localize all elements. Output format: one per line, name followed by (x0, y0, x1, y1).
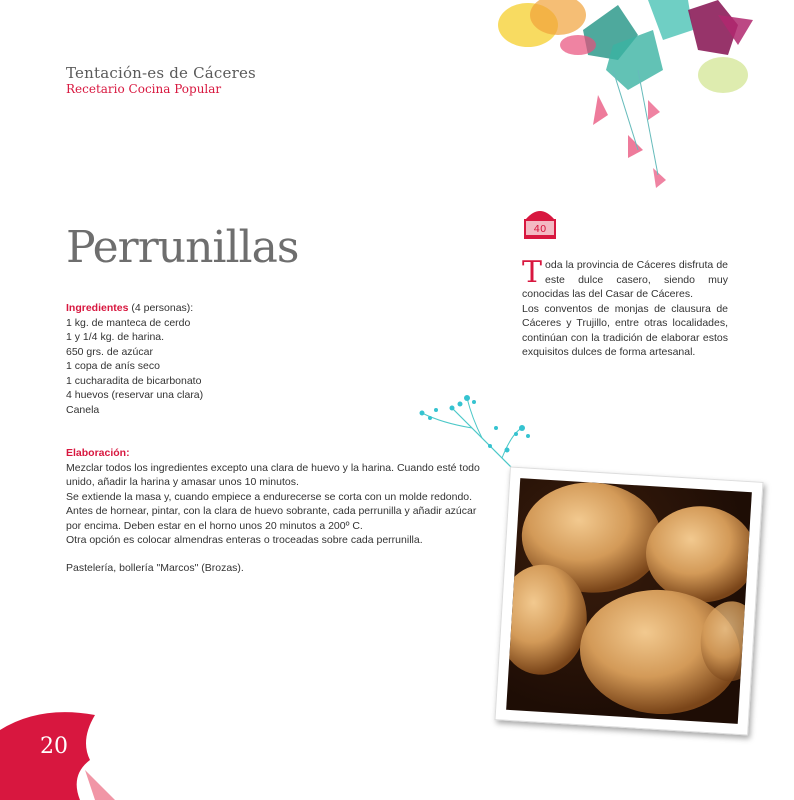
ingredients-note: (4 personas): (128, 302, 194, 314)
ingredient-item: 1 kg. de manteca de cerdo (66, 316, 191, 329)
ingredient-item: 1 copa de anís seco (66, 360, 160, 372)
intro-text (522, 255, 728, 360)
cookies-illustration (506, 478, 752, 724)
page-number: 20 (40, 734, 68, 759)
ingredient-item: Canela (66, 403, 100, 416)
ingredient-item: 4 huevos (reservar una clara) (66, 389, 204, 401)
elaboration-line: Antes de hornear, pintar, con la clara de huevo sobrante, cada perrunilla y añadir azúcar (66, 505, 477, 517)
elaboration-label: Elaboración: (66, 447, 130, 459)
emblem-number: 40 (533, 224, 547, 235)
intro-paragraph-2: Los conventos de monjas de clausura de Cáceres y Trujillo, entre otras localidades, continúan con la tradición de elaborar estos exquisitos dulces de forma artesanal. (522, 302, 728, 358)
ingredient-item: 1 y 1/4 kg. de harina. (66, 331, 165, 343)
book-title: Tentación-es de Cáceres (66, 64, 256, 82)
elaboration-line: Otra opción es colocar almendras enteras o troceadas sobre cada perrunilla. (66, 534, 423, 546)
recipe-source: Pastelería, bollería "Marcos" (Brozas). (66, 562, 244, 574)
ingredients-label: Ingredientes (66, 302, 129, 314)
ingredient-item: 650 grs. de azúcar (66, 345, 153, 358)
drop-cap: T (522, 255, 543, 290)
perrunillas-photo (506, 478, 752, 724)
elaboration-line: Se extiende la masa y, cuando empiece a endurecerse se corta con un molde redondo. (66, 490, 473, 503)
ingredient-item: 1 cucharadita de bicarbonato (66, 374, 202, 387)
floral-decoration-illustration (488, 0, 794, 190)
book-subtitle: Recetario Cocina Popular (66, 82, 222, 96)
elaboration-line: Mezclar todos los ingredientes excepto una clara de huevo y la harina. Cuando esté todo (66, 461, 480, 474)
intro-paragraph-1: oda la provincia de Cáceres disfruta de este dulce casero, siendo muy conocidas las del Casar de Cáceres. (522, 259, 728, 300)
elaboration-line: unido, añadir la harina y amasar unos 10 minutos. (66, 476, 299, 488)
logo-emblem-icon (520, 205, 560, 241)
elaboration-line: por encima. Deben estar en el horno unos 20 minutos a 200º C. (66, 519, 363, 532)
photo-frame (494, 466, 763, 735)
ingredients-section (66, 301, 366, 417)
recipe-title: Perrunillas (66, 222, 299, 273)
